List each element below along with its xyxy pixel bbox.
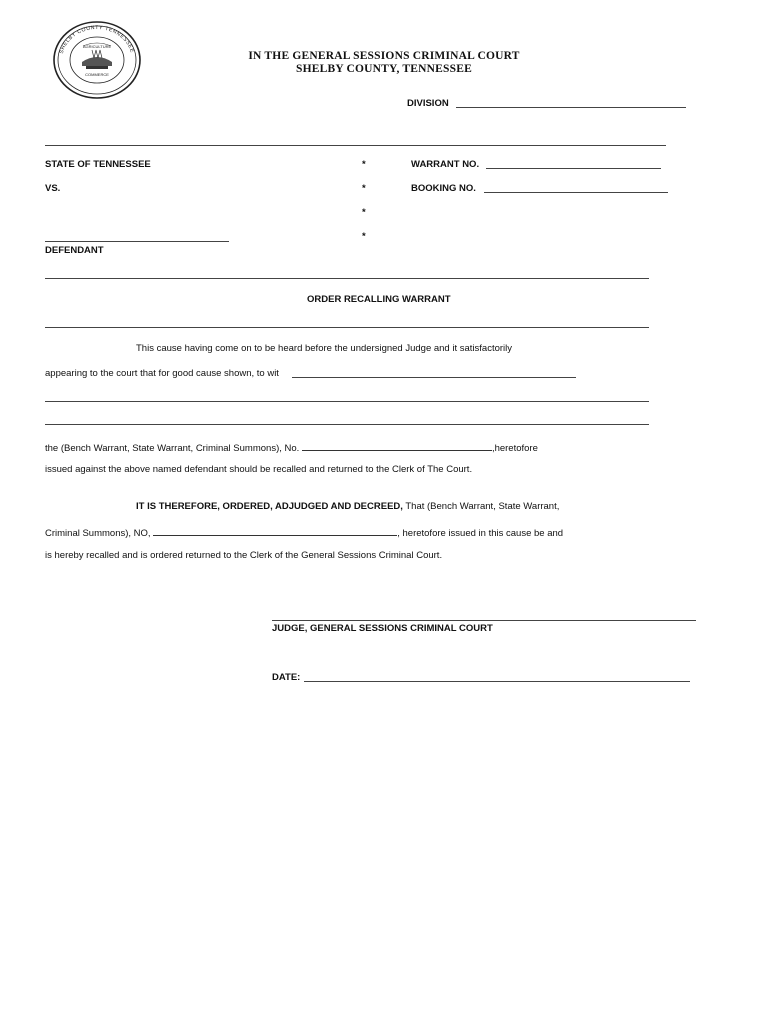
caption-asterisk: * bbox=[362, 207, 366, 218]
seal-agriculture-text: AGRICULTURE bbox=[82, 44, 112, 49]
good-cause-field-line-3[interactable] bbox=[45, 424, 649, 425]
booking-number-label: BOOKING NO. bbox=[411, 183, 476, 194]
court-name-line1: IN THE GENERAL SESSIONS CRIMINAL COURT bbox=[248, 50, 520, 62]
good-cause-field-line-2[interactable] bbox=[45, 401, 649, 402]
county-seal-icon bbox=[52, 20, 142, 100]
date-label: DATE: bbox=[272, 672, 301, 683]
division-field[interactable] bbox=[456, 107, 686, 108]
order-title: ORDER RECALLING WARRANT bbox=[307, 294, 451, 305]
body-paragraph-3-line-3: is hereby recalled and is ordered returned to the Clerk of the General Sessions Criminal Court. bbox=[45, 550, 443, 561]
caption-asterisk: * bbox=[362, 183, 366, 194]
seal-ring-text: SHELBY COUNTY TENNESSEE bbox=[58, 24, 135, 55]
criminal-summons-text: Criminal Summons), NO, bbox=[45, 528, 151, 539]
booking-number-field[interactable] bbox=[484, 192, 668, 193]
order-decree-rest: That (Bench Warrant, State Warrant, bbox=[402, 501, 560, 512]
caption-divider bbox=[45, 278, 649, 279]
defendant-label: DEFENDANT bbox=[45, 245, 104, 256]
body-paragraph-1-line-1: This cause having come on to be heard before the undersigned Judge and it satisfactorily bbox=[136, 343, 513, 354]
recalled-number-field[interactable] bbox=[153, 526, 397, 536]
body-paragraph-2-line-2: issued against the above named defendant should be recalled and returned to the Clerk of The Court. bbox=[45, 464, 473, 475]
seal-commerce-text: COMMERCE bbox=[85, 72, 109, 77]
division-label: DIVISION bbox=[407, 98, 449, 109]
warrant-type-text: the (Bench Warrant, State Warrant, Criminal Summons), No. bbox=[45, 443, 300, 454]
body-paragraph-2-line-1 bbox=[45, 441, 538, 454]
header-divider bbox=[45, 145, 666, 146]
court-name-line2: SHELBY COUNTY, TENNESSEE bbox=[296, 63, 472, 75]
plaintiff-label: STATE OF TENNESSEE bbox=[45, 159, 151, 170]
order-decree-line bbox=[136, 501, 559, 512]
defendant-name-field[interactable] bbox=[45, 241, 229, 242]
caption-asterisk: * bbox=[362, 231, 366, 242]
caption-asterisk: * bbox=[362, 159, 366, 170]
warrant-number-label: WARRANT NO. bbox=[411, 159, 480, 170]
warrant-number-field[interactable] bbox=[486, 168, 661, 169]
judge-signature-label: JUDGE, GENERAL SESSIONS CRIMINAL COURT bbox=[272, 623, 493, 634]
warrant-type-number-field[interactable] bbox=[302, 441, 492, 451]
heretofore-issued-text: , heretofore issued in this cause be and bbox=[397, 528, 564, 539]
body-paragraph-1-line-2: appearing to the court that for good cause shown, to wit bbox=[45, 368, 279, 379]
date-field[interactable] bbox=[304, 681, 690, 682]
body-paragraph-3-line-2 bbox=[45, 526, 563, 539]
good-cause-field[interactable] bbox=[292, 377, 576, 378]
title-divider bbox=[45, 327, 649, 328]
heretofore-text: ,heretofore bbox=[491, 443, 538, 454]
order-decree-bold: IT IS THEREFORE, ORDERED, ADJUDGED AND DECREED, bbox=[136, 501, 403, 512]
versus-label: VS. bbox=[45, 183, 61, 194]
judge-signature-field[interactable] bbox=[272, 620, 696, 621]
